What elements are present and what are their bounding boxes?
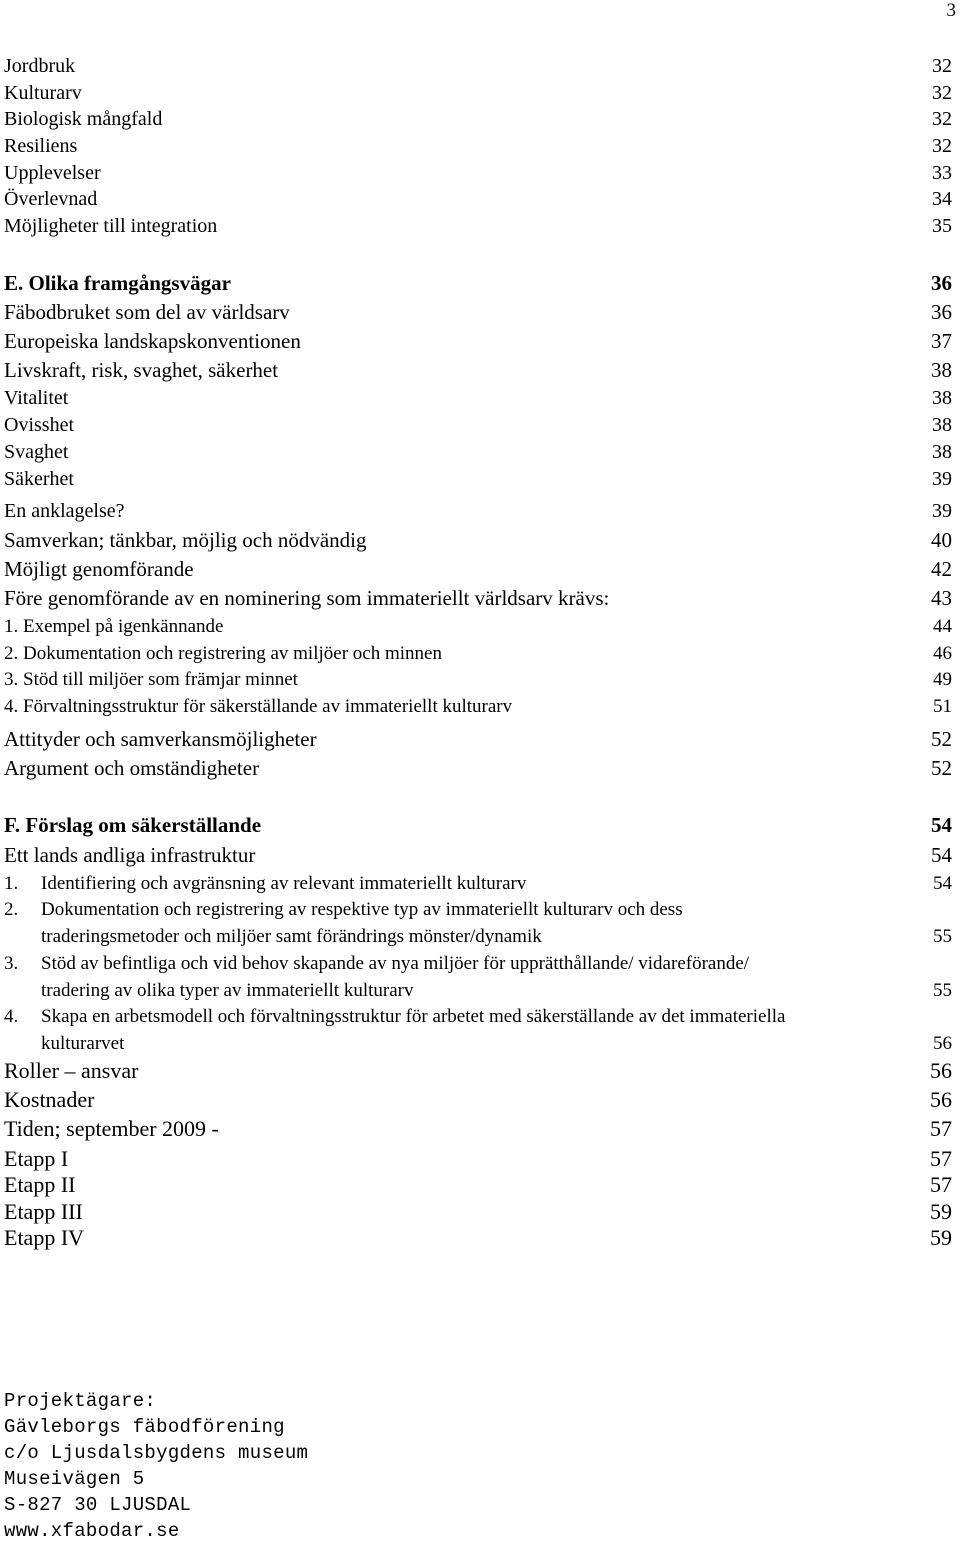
toc-entry-page: 59 [930, 1199, 952, 1224]
toc-entry-page: 39 [932, 500, 952, 522]
toc-entry-index: 3. [4, 953, 19, 974]
toc-entry-page: 32 [932, 55, 952, 77]
toc-entry[interactable] [4, 187, 952, 211]
toc-entry-page: 54 [931, 813, 952, 837]
toc-entry-page: 55 [933, 980, 952, 1001]
toc-entry-title: Attityder och samverkansmöjligheter [4, 727, 317, 751]
toc-entry[interactable] [4, 161, 952, 185]
toc-entry-page: 56 [933, 1033, 952, 1054]
toc-entry-title: Vitalitet [4, 387, 69, 409]
toc-entry[interactable] [4, 1146, 952, 1172]
toc-entry[interactable] [4, 413, 952, 437]
toc-entry-page: 32 [932, 82, 952, 104]
toc-entry-title: Före genomförande av en nominering som immateriellt världsarv krävs: [4, 586, 610, 610]
toc-entry-title: 3. Stöd till miljöer som främjar minnet [4, 669, 298, 690]
toc-entry-continuation [41, 979, 952, 1002]
toc-entry-title: Biologisk mångfald [4, 108, 163, 130]
toc-entry-page: 38 [932, 441, 952, 463]
toc-entry-page: 38 [932, 414, 952, 436]
toc-entry-index: 2. [4, 899, 19, 920]
toc-entry-page: 54 [931, 843, 952, 867]
toc-entry-page: 52 [931, 727, 952, 751]
toc-entry-page: 32 [932, 135, 952, 157]
toc-entry-page: 39 [932, 468, 952, 490]
toc-entry[interactable] [4, 615, 952, 638]
toc-entry[interactable] [4, 756, 952, 781]
toc-entry[interactable] [4, 81, 952, 105]
toc-entry-title: Roller – ansvar [4, 1058, 139, 1083]
toc-entry-title: F. Förslag om säkerställande [4, 813, 262, 837]
project-owner-label: Projektägare: [4, 1390, 157, 1412]
toc-entry-title: Fäbodbruket som del av världsarv [4, 300, 290, 324]
toc-entry[interactable] [4, 134, 952, 158]
toc-entry-title: 2. Dokumentation och registrering av miljöer och minnen [4, 643, 442, 664]
toc-entry-text: tradering av olika typer av immateriellt kulturarv [41, 980, 414, 1001]
toc-entry-page: 57 [930, 1172, 952, 1197]
toc-entry[interactable] [4, 1116, 952, 1142]
toc-entry[interactable] [4, 952, 952, 975]
toc-entry-title [4, 1005, 785, 1028]
toc-entry[interactable] [4, 300, 952, 325]
toc-entry-page: 57 [930, 1146, 952, 1171]
toc-entry[interactable] [4, 386, 952, 410]
toc-entry-title: Argument och omständigheter [4, 756, 260, 780]
toc-entry-title: Resiliens [4, 135, 78, 157]
toc-entry-title: Ett lands andliga infrastruktur [4, 843, 256, 867]
toc-entry-page: 56 [930, 1087, 952, 1112]
toc-entry-page: 36 [931, 300, 952, 324]
toc-entry[interactable] [4, 528, 952, 553]
toc-entry-text: Stöd av befintliga och vid behov skapande av nya miljöer för upprätthållande/ vidareförande/ [41, 953, 750, 974]
toc-entry-page: 38 [931, 358, 952, 382]
toc-section-heading[interactable] [4, 813, 952, 838]
toc-entry-title: 1. Exempel på igenkännande [4, 616, 224, 637]
toc-entry-title [4, 872, 526, 895]
toc-entry-title: Möjligt genomförande [4, 557, 194, 581]
toc-entry[interactable] [4, 1225, 952, 1251]
toc-entry[interactable] [4, 843, 952, 868]
toc-entry-title: Svaghet [4, 441, 69, 463]
toc-entry[interactable] [4, 1199, 952, 1225]
toc-entry[interactable] [4, 695, 952, 718]
toc-entry-title: Kostnader [4, 1087, 95, 1112]
toc-entry-title: Kulturarv [4, 82, 82, 104]
toc-entry-title: Ovisshet [4, 414, 74, 436]
toc-entry-page: 36 [931, 271, 952, 295]
toc-entry-text: traderingsmetoder och miljöer samt förändrings mönster/dynamik [41, 926, 542, 947]
toc-entry-page: 33 [932, 162, 952, 184]
address-care-of: c/o Ljusdalsbygdens museum [4, 1442, 309, 1464]
toc-entry-page: 51 [933, 696, 952, 717]
toc-entry[interactable] [4, 107, 952, 131]
toc-entry-page: 46 [933, 643, 952, 664]
toc-entry-page: 32 [932, 108, 952, 130]
toc-entry[interactable] [4, 586, 952, 611]
toc-entry-text: kulturarvet [41, 1033, 125, 1054]
toc-entry[interactable] [4, 668, 952, 691]
toc-entry-title [4, 898, 683, 921]
toc-entry-text: Identifiering och avgränsning av relevant immateriellt kulturarv [41, 873, 527, 894]
website-link[interactable]: www.xfabodar.se [4, 1520, 180, 1542]
toc-entry-page: 42 [931, 557, 952, 581]
toc-entry-title: Överlevnad [4, 188, 98, 210]
toc-entry-title: Möjligheter till integration [4, 215, 218, 237]
toc-entry-title: Etapp I [4, 1146, 69, 1171]
toc-entry-title: Livskraft, risk, svaghet, säkerhet [4, 358, 279, 382]
toc-entry-title: Jordbruk [4, 55, 76, 77]
toc-entry[interactable] [4, 499, 952, 523]
toc-entry[interactable] [4, 1087, 952, 1113]
toc-entry-page: 40 [931, 528, 952, 552]
toc-entry-title: Etapp IV [4, 1225, 85, 1250]
toc-entry-title: Tiden; september 2009 - [4, 1116, 219, 1141]
toc-entry[interactable] [4, 214, 952, 238]
page-number: 3 [946, 0, 956, 21]
toc-entry-continuation [41, 1032, 952, 1055]
toc-entry[interactable] [4, 329, 952, 354]
toc-entry-title: E. Olika framgångsvägar [4, 271, 231, 295]
toc-section-heading[interactable] [4, 271, 952, 296]
toc-entry-page: 44 [933, 616, 952, 637]
toc-entry-page: 37 [931, 329, 952, 353]
toc-entry-page: 59 [930, 1225, 952, 1250]
toc-entry-page: 43 [931, 586, 952, 610]
toc-entry-page: 35 [932, 215, 952, 237]
toc-entry-title: Upplevelser [4, 162, 101, 184]
toc-entry-text: Dokumentation och registrering av respektive typ av immateriellt kulturarv och dess [41, 899, 683, 920]
toc-entry[interactable] [4, 1172, 952, 1198]
toc-entry[interactable] [4, 898, 952, 921]
toc-entry[interactable] [4, 54, 952, 78]
toc-entry-page: 54 [933, 873, 952, 894]
toc-entry-page: 38 [932, 387, 952, 409]
organization-name: Gävleborgs fäbodförening [4, 1416, 285, 1438]
toc-entry[interactable] [4, 358, 952, 383]
toc-entry[interactable] [4, 727, 952, 752]
toc-entry[interactable] [4, 872, 952, 895]
toc-entry-title: 4. Förvaltningsstruktur för säkerställande av immateriellt kulturarv [4, 696, 513, 717]
toc-entry-title: Europeiska landskapskonventionen [4, 329, 301, 353]
toc-entry[interactable] [4, 440, 952, 464]
toc-entry-page: 52 [931, 756, 952, 780]
toc-entry[interactable] [4, 557, 952, 582]
toc-entry-title: Etapp II [4, 1172, 76, 1197]
toc-entry-index: 4. [4, 1006, 19, 1027]
toc-entry-index: 1. [4, 873, 19, 894]
project-owner-block [4, 1388, 308, 1544]
toc-entry-page: 55 [933, 926, 952, 947]
toc-entry[interactable] [4, 467, 952, 491]
toc-entry[interactable] [4, 1058, 952, 1084]
toc-entry-title: Etapp III [4, 1199, 83, 1224]
toc-entry-page: 56 [930, 1058, 952, 1083]
street-address: Museivägen 5 [4, 1468, 145, 1490]
toc-entry-text: Skapa en arbetsmodell och förvaltningsstruktur för arbetet med säkerställande av det immateriella [41, 1006, 786, 1027]
toc-entry-title [4, 952, 749, 975]
toc-entry[interactable] [4, 642, 952, 665]
toc-entry[interactable] [4, 1005, 952, 1028]
toc-entry-page: 49 [933, 669, 952, 690]
postal-address: S-827 30 LJUSDAL [4, 1494, 192, 1516]
toc-entry-title: En anklagelse? [4, 500, 125, 522]
toc-entry-page: 57 [930, 1116, 952, 1141]
toc-entry-title: Samverkan; tänkbar, möjlig och nödvändig [4, 528, 367, 552]
toc-entry-continuation [41, 925, 952, 948]
toc-entry-title: Säkerhet [4, 468, 74, 490]
toc-entry-page: 34 [932, 188, 952, 210]
